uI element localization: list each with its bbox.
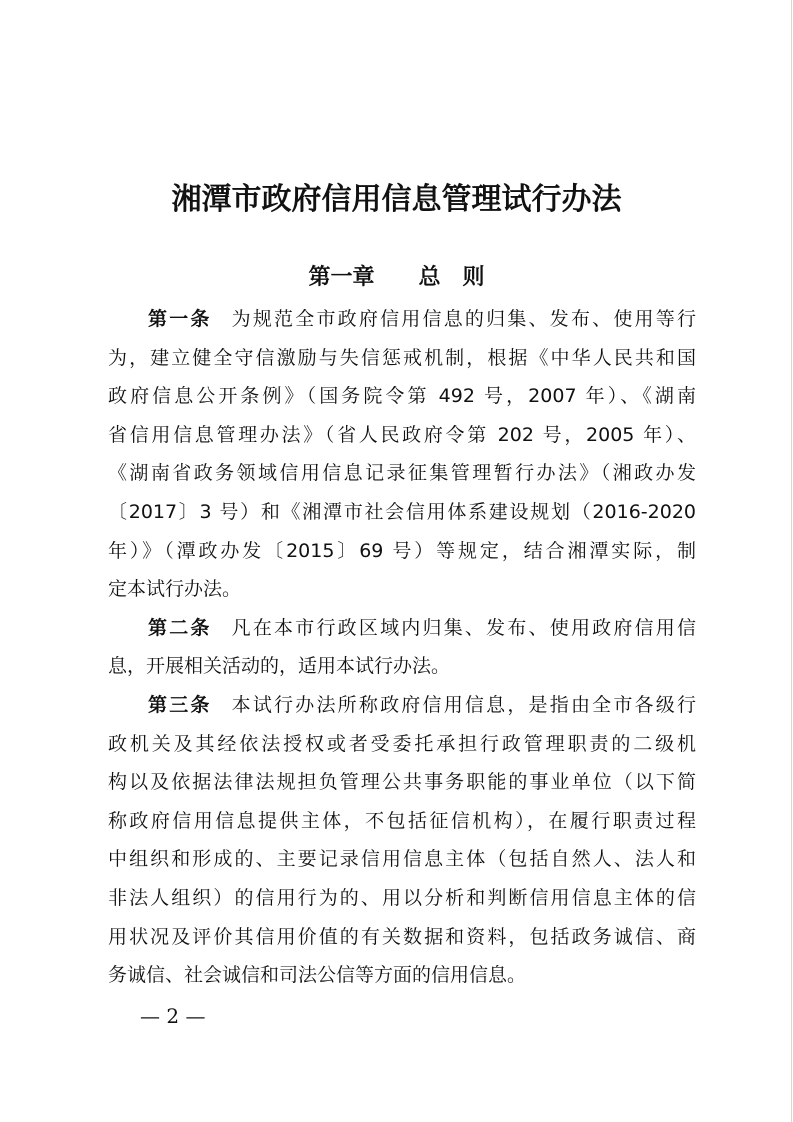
article-3-text-1: 本试行办法所称政府信用信息，是指由全市各级行 — [231, 693, 696, 716]
chapter-heading: 第一章 总 则 — [308, 265, 485, 290]
article-1-line-4: 省信用信息管理办法》（省人民政府令第 202 号，2005 年）、 — [108, 423, 696, 446]
article-3-line-2: 政机关及其经依法授权或者受委托承担行政管理职责的二级机 — [108, 732, 696, 755]
article-3 — [108, 686, 696, 995]
page-number: — 2 — — [140, 1004, 206, 1028]
article-2-line-1 — [108, 609, 696, 648]
article-3-label: 第三条 — [148, 693, 212, 716]
article-2-line-2: 息，开展相关活动的，适用本试行办法。 — [108, 655, 451, 678]
article-1-line-8: 定本试行办法。 — [108, 578, 242, 601]
article-3-line-3: 构以及依据法律法规担负管理公共事务职能的事业单位（以下简 — [108, 771, 696, 794]
article-1-line-6: 〔2017〕3 号）和《湘潭市社会信用体系建设规划（2016-2020 — [108, 500, 696, 523]
article-2-label: 第二条 — [148, 616, 212, 639]
document-title: 湘潭市政府信用信息管理试行办法 — [171, 182, 622, 217]
article-3-line-6: 非法人组织）的信用行为的、用以分析和判断信用信息主体的信 — [108, 886, 696, 909]
article-1-line-2: 为，建立健全守信激励与失信惩戒机制，根据《中华人民共和国 — [108, 346, 696, 369]
article-2 — [108, 609, 696, 686]
article-1-line-7: 年）》（潭政办发〔2015〕69 号）等规定，结合湘潭实际，制 — [108, 539, 696, 562]
article-1-text-1: 为规范全市政府信用信息的归集、发布、使用等行 — [231, 308, 696, 330]
article-1-label: 第一条 — [148, 308, 212, 330]
article-3-line-8: 务诚信、社会诚信和司法公信等方面的信用信息。 — [108, 964, 527, 987]
article-1-line-3: 政府信息公开条例》（国务院令第 492 号，2007 年）、《湖南 — [108, 385, 696, 408]
article-1 — [108, 300, 696, 609]
article-1-line-5: 《湖南省政务领域信用信息记录征集管理暂行办法》（湘政办发 — [108, 462, 696, 485]
article-3-line-7: 用状况及评价其信用价值的有关数据和资料，包括政务诚信、商 — [108, 925, 696, 948]
body-text — [108, 300, 696, 995]
article-3-line-5: 中组织和形成的、主要记录信用信息主体（包括自然人、法人和 — [108, 848, 696, 871]
article-3-line-1 — [108, 686, 696, 725]
page-edge-divider — [791, 0, 792, 1122]
article-3-line-4: 称政府信用信息提供主体，不包括征信机构），在履行职责过程 — [108, 809, 696, 832]
article-2-text-1: 凡在本市行政区域内归集、发布、使用政府信用信 — [231, 616, 696, 639]
article-1-line-1 — [108, 300, 696, 339]
